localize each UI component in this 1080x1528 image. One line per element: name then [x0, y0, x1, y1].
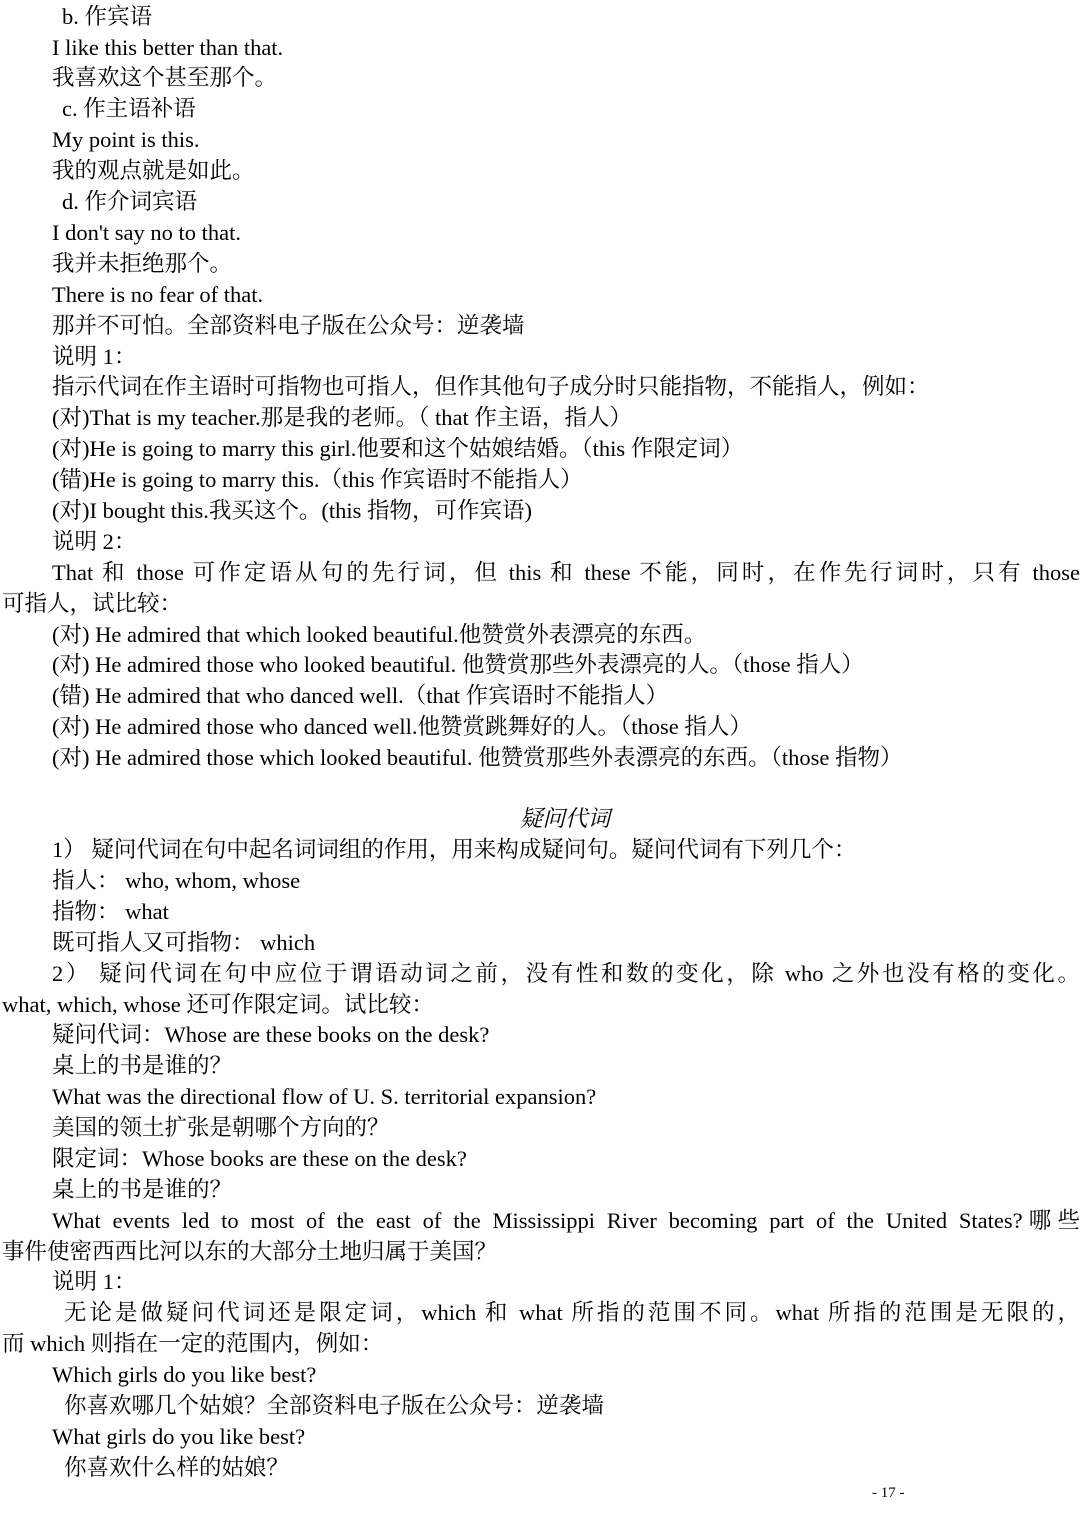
text-line: 说明 1：	[52, 344, 137, 369]
text-line: 指示代词在作主语时可指物也可指人，但作其他句子成分时只能指物，不能指人，例如：	[52, 374, 930, 399]
text-line: (对) He admired those who danced well.他赞赏跳舞好的人。（those 指人）	[52, 714, 752, 739]
text-line: There is no fear of that.	[52, 282, 264, 307]
text-line: (错) He admired that who danced well.（that 作宾语时不能指人）	[52, 683, 669, 708]
text-line: (对) He admired those which looked beautiful. 他赞赏那些外表漂亮的东西。（those 指物）	[52, 745, 903, 770]
text-line: 无论是做疑问代词还是限定词，which 和 what 所指的范围不同。what 所指的范围是无限的，	[64, 1300, 1080, 1325]
text-line: 既可指人又可指物： which	[52, 930, 316, 955]
text-line: 桌上的书是谁的？	[52, 1177, 233, 1202]
text-line: c. 作主语补语	[62, 96, 196, 121]
text-line: I like this better than that.	[52, 35, 284, 60]
text-line: (错)He is going to marry this.（this 作宾语时不能指人）	[52, 467, 583, 492]
text-line: 事件使密西西比河以东的大部分土地归属于美国？	[2, 1239, 498, 1264]
text-line: d. 作介词宾语	[62, 189, 198, 214]
text-line: 而 which 则指在一定的范围内，例如：	[2, 1331, 384, 1356]
text-line: 1） 疑问代词在句中起名词词组的作用，用来构成疑问句。疑问代词有下列几个：	[52, 837, 857, 862]
text-line: What events led to most of the east of the Mississippi River becoming part of the United States?哪些	[52, 1208, 1080, 1233]
text-line: (对)That is my teacher.那是我的老师。（ that 作主语，指人）	[52, 405, 632, 430]
text-line: 指人： who, whom, whose	[52, 868, 301, 893]
text-line: (对) He admired that which looked beautiful.他赞赏外表漂亮的东西。	[52, 622, 707, 647]
text-line: Which girls do you like best?	[52, 1362, 317, 1387]
text-line: What was the directional flow of U. S. territorial expansion?	[52, 1084, 597, 1109]
text-line: 美国的领土扩张是朝哪个方向的？	[52, 1115, 390, 1140]
page-number: - 17 -	[872, 1485, 905, 1501]
text-line: 限定词：Whose books are these on the desk?	[52, 1146, 467, 1171]
text-line: 说明 1：	[52, 1269, 137, 1294]
text-line: What girls do you like best?	[52, 1424, 306, 1449]
text-line: 我并未拒绝那个。	[52, 251, 233, 276]
text-line: 你喜欢哪几个姑娘？全部资料电子版在公众号：逆袭墙	[64, 1393, 605, 1418]
text-line: 我的观点就是如此。	[52, 158, 255, 183]
text-line: 指物： what	[52, 899, 169, 924]
text-line: (对) He admired those who looked beautiful. 他赞赏那些外表漂亮的人。（those 指人）	[52, 652, 864, 677]
text-line: 可指人，试比较：	[2, 591, 183, 616]
text-line: (对)He is going to marry this girl.他要和这个姑娘结婚。（this 作限定词）	[52, 436, 744, 461]
text-line: (对)I bought this.我买这个。(this 指物，可作宾语)	[52, 498, 532, 523]
text-line: My point is this.	[52, 127, 200, 152]
text-line: b. 作宾语	[62, 4, 153, 29]
text-line: 那并不可怕。全部资料电子版在公众号：逆袭墙	[52, 313, 525, 338]
text-line: what, which, whose 还可作限定词。试比较：	[2, 992, 434, 1017]
text-line: 你喜欢什么样的姑娘？	[64, 1455, 290, 1480]
section-heading: 疑问代词	[519, 806, 610, 831]
text-line: 2） 疑问代词在句中应位于谓语动词之前，没有性和数的变化，除 who 之外也没有格的变化。	[52, 961, 1080, 986]
text-line: 我喜欢这个甚至那个。	[52, 65, 278, 90]
text-line: That 和 those 可作定语从句的先行词，但 this 和 these 不能，同时，在作先行词时，只有 those	[52, 560, 1080, 585]
text-line: I don't say no to that.	[52, 220, 242, 245]
text-line: 说明 2：	[52, 529, 137, 554]
text-line: 疑问代词：Whose are these books on the desk?	[52, 1022, 490, 1047]
text-line: 桌上的书是谁的？	[52, 1053, 233, 1078]
